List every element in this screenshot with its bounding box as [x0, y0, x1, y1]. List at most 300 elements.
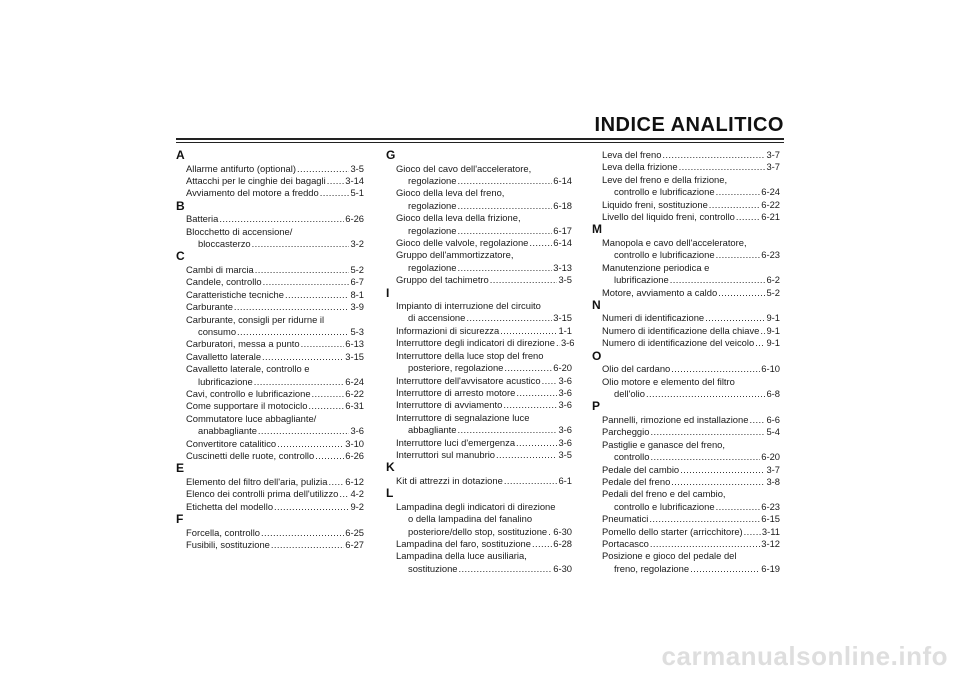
index-entry-text: Pedale del freno [602, 475, 671, 487]
index-entry-line [386, 300, 572, 312]
index-entry-text: Cambi di marcia [186, 263, 254, 275]
page-number: 5-1 [350, 187, 364, 199]
index-entry-line [592, 451, 780, 463]
page-number: 6-19 [761, 562, 780, 574]
index-entry [176, 187, 364, 199]
index-entry-text: Numero di identificazione del veicolo [602, 337, 755, 349]
index-entry [386, 212, 572, 237]
index-entry-line [592, 563, 780, 575]
dot-leader [328, 476, 344, 488]
index-entry-text: o della lampadina del fanalino [408, 513, 533, 525]
index-entry-text: Gioco della leva del freno, [396, 187, 505, 199]
dot-leader [320, 187, 350, 199]
index-entry [176, 450, 364, 462]
index-entry-text: Avviamento del motore a freddo [186, 187, 319, 199]
index-entry-line [176, 438, 364, 450]
dot-leader [255, 264, 350, 276]
dot-leader [736, 211, 760, 223]
index-entry-line [176, 501, 364, 513]
index-entry-line [386, 262, 572, 274]
index-entry-text: Interruttore di avviamento [396, 399, 503, 411]
index-entry-line [592, 174, 780, 186]
index-entry-line [592, 464, 780, 476]
index-entry [592, 161, 780, 173]
dot-leader [516, 437, 557, 449]
dot-leader [500, 325, 557, 337]
dot-leader [671, 363, 760, 375]
index-entry-line [176, 413, 364, 425]
dot-leader [744, 526, 761, 538]
index-entry-text: Liquido freni, sostituzione [602, 198, 708, 210]
index-entry-line [386, 475, 572, 487]
index-entry [176, 413, 364, 438]
index-entry-text: bloccasterzo [198, 238, 251, 250]
dot-leader [301, 338, 345, 350]
index-entry-text: Cuscinetti delle ruote, controllo [186, 450, 315, 462]
index-entry-line [176, 539, 364, 551]
index-entry-text: Interruttori sul manubrio [396, 448, 496, 460]
index-entry [386, 249, 572, 274]
page-title: INDICE ANALITICO [594, 114, 784, 136]
dot-leader [252, 238, 350, 250]
index-entry-line [176, 400, 364, 412]
index-entry-line [176, 213, 364, 225]
index-entry-text: Forcella, controllo [186, 526, 260, 538]
index-entry [176, 527, 364, 539]
index-entry [592, 426, 780, 438]
page-number: 4-2 [350, 488, 364, 500]
index-entry-text: Informazioni di sicurezza [396, 324, 500, 336]
index-entry-text: Lampadina della luce ausiliaria, [396, 550, 527, 562]
index-entry-text: Motore, avviamento a caldo [602, 286, 718, 298]
index-entry-text: Carburante [186, 301, 233, 313]
index-entry-line [386, 449, 572, 461]
dot-leader [548, 526, 552, 538]
index-entry-line [176, 276, 364, 288]
index-entry-line [176, 226, 364, 238]
index-entry [176, 438, 364, 450]
header-rule [176, 138, 784, 140]
index-entry-line [386, 412, 572, 424]
index-entry-line [386, 187, 572, 199]
page-number: 3-6 [558, 399, 572, 411]
index-column-3 [592, 149, 780, 575]
index-letter-heading: O [592, 348, 602, 363]
dot-leader [457, 200, 552, 212]
index-entry-text: lubrificazione [614, 274, 669, 286]
page-number: 6-30 [553, 562, 572, 574]
index-letter-heading: B [176, 198, 185, 213]
dot-leader [315, 450, 344, 462]
index-entry-text: Leve del freno e della frizione, [602, 173, 728, 185]
index-letter-heading: M [592, 222, 602, 237]
watermark: carmanualsonline.info [661, 641, 948, 671]
index-entry-line [592, 476, 780, 488]
dot-leader [237, 326, 349, 338]
page-number: 3-15 [345, 350, 364, 362]
index-entry [176, 400, 364, 412]
index-entry-line [592, 488, 780, 500]
index-entry-line [386, 312, 572, 324]
index-entry-line [176, 527, 364, 539]
index-entry-text: Numeri di identificazione [602, 312, 705, 324]
page-number: 6-17 [553, 224, 572, 236]
index-entry [176, 314, 364, 339]
index-entry-line [386, 538, 572, 550]
index-entry [386, 437, 572, 449]
page-number: 9-1 [766, 337, 780, 349]
index-entry-line [386, 387, 572, 399]
dot-leader [716, 249, 761, 261]
index-entry [592, 337, 780, 349]
dot-leader [650, 538, 760, 550]
page-number: 6-12 [345, 475, 364, 487]
index-entry-text: regolazione [408, 199, 457, 211]
index-entry-line [592, 186, 780, 198]
index-entry [176, 301, 364, 313]
dot-leader [457, 424, 557, 436]
dot-leader [718, 287, 765, 299]
dot-leader [760, 325, 765, 337]
index-entry-text: Pneumatici [602, 513, 649, 525]
index-entry-text: Livello del liquido freni, controllo [602, 211, 735, 223]
dot-leader [662, 149, 765, 161]
index-entry [176, 338, 364, 350]
index-letter-heading: N [592, 297, 601, 312]
page-number: 6-26 [345, 450, 364, 462]
page-number: 6-25 [345, 526, 364, 538]
index-entry [592, 513, 780, 525]
page-number: 3-7 [766, 463, 780, 475]
index-entry-text: Elemento del filtro dell'aria, pulizia [186, 475, 328, 487]
index-entry-text: Olio del cardano [602, 363, 671, 375]
index-entry [176, 226, 364, 251]
dot-leader [277, 438, 344, 450]
index-entry [176, 476, 364, 488]
index-entry-line [386, 501, 572, 513]
index-column-2 [386, 148, 575, 575]
dot-leader [459, 563, 553, 575]
index-entry-line [386, 362, 572, 374]
index-entry-text: Elenco dei controlli prima dell'utilizzo [186, 488, 339, 500]
index-entry-text: Attacchi per le cinghie dei bagagli [186, 174, 326, 186]
dot-leader [258, 425, 350, 437]
index-entry [386, 325, 572, 337]
index-entry-line [176, 376, 364, 388]
index-entry-text: Cavalletto laterale, controllo e [186, 363, 310, 375]
page-number: 3-10 [345, 437, 364, 449]
dot-leader [504, 475, 558, 487]
dot-leader [503, 399, 557, 411]
index-entry [386, 375, 572, 387]
page-number: 6-2 [766, 274, 780, 286]
index-entry [176, 351, 364, 363]
index-entry [386, 274, 572, 286]
header-rule-thin [176, 142, 784, 143]
index-entry [386, 475, 572, 487]
page-number: 5-2 [350, 263, 364, 275]
dot-leader [271, 539, 344, 551]
index-entry [386, 538, 572, 550]
index-entry [592, 312, 780, 324]
index-entry-line [386, 249, 572, 261]
dot-leader [650, 426, 765, 438]
index-letter-heading: A [176, 148, 185, 162]
index-entry-line [386, 424, 572, 436]
index-entry-text: regolazione [408, 261, 457, 273]
index-entry-text: Batteria [186, 213, 219, 225]
index-entry [176, 213, 364, 225]
index-entry [592, 550, 780, 575]
index-entry-line [176, 476, 364, 488]
page-number: 3-6 [560, 337, 575, 349]
page-number: 6-6 [766, 413, 780, 425]
dot-leader [263, 276, 350, 288]
index-entry-text: Gioco delle valvole, regolazione [396, 236, 529, 248]
page-number: 6-20 [553, 362, 572, 374]
index-entry-line [592, 249, 780, 261]
index-entry-line [592, 550, 780, 562]
dot-leader [490, 274, 558, 286]
index-entry-text: Leva della frizione [602, 161, 678, 173]
index-entry [592, 237, 780, 262]
dot-leader [679, 161, 766, 173]
index-entry-text: Come supportare il motociclo [186, 400, 308, 412]
index-entry [592, 464, 780, 476]
page-number: 6-22 [761, 198, 780, 210]
index-entry-text: Etichetta del modello [186, 500, 274, 512]
index-entry-line [386, 237, 572, 249]
page-number: 3-5 [558, 448, 572, 460]
index-entry [592, 262, 780, 287]
page-number: 6-10 [761, 363, 780, 375]
index-entry-text: posteriore, regolazione [408, 362, 504, 374]
dot-leader [457, 175, 552, 187]
index-entry-line [592, 376, 780, 388]
page-number: 3-5 [350, 162, 364, 174]
index-entry [592, 199, 780, 211]
page-number: 3-6 [350, 425, 364, 437]
page-number: 6-30 [553, 525, 572, 537]
page-number: 6-21 [761, 211, 780, 223]
index-entry-text: Gruppo dell'ammortizzatore, [396, 249, 514, 261]
index-entry-text: abbagliante [408, 424, 457, 436]
index-entry [592, 287, 780, 299]
index-entry-line [592, 513, 780, 525]
index-entry-text: Parcheggio [602, 426, 650, 438]
index-entry-line [592, 161, 780, 173]
dot-leader [646, 388, 765, 400]
index-entry [176, 175, 364, 187]
page-number: 3-6 [558, 436, 572, 448]
index-entry-text: posteriore/dello stop, sostituzione [408, 525, 548, 537]
index-entry-line [386, 375, 572, 387]
index-entry-line [386, 337, 575, 349]
page-number: 3-14 [345, 174, 364, 186]
index-entry-text: Pedale del cambio [602, 463, 680, 475]
index-entry [176, 501, 364, 513]
index-entry-text: Carburante, consigli per ridurne il [186, 313, 325, 325]
index-entry-line [176, 175, 364, 187]
index-entry-line [592, 538, 780, 550]
index-entry-line [176, 314, 364, 326]
index-entry-text: controllo e lubrificazione [614, 500, 715, 512]
index-entry-line [592, 237, 780, 249]
index-letter-heading: I [386, 285, 390, 300]
dot-leader [670, 274, 766, 286]
index-entry-text: anabbagliante [198, 425, 257, 437]
dot-leader [749, 414, 765, 426]
dot-leader [532, 538, 552, 550]
index-entry-text: Cavalletto laterale [186, 350, 262, 362]
index-entry-line [176, 488, 364, 500]
index-entry-text: Gruppo del tachimetro [396, 274, 489, 286]
page-number: 8-1 [350, 288, 364, 300]
dot-leader [308, 400, 344, 412]
index-entry [176, 163, 364, 175]
index-entry-line [176, 289, 364, 301]
index-entry-line [176, 363, 364, 375]
index-entry-line [176, 450, 364, 462]
index-entry-line [386, 175, 572, 187]
page-number: 3-6 [558, 424, 572, 436]
index-entry [386, 350, 572, 375]
index-entry-text: Portacasco [602, 537, 649, 549]
index-entry [386, 337, 575, 349]
dot-leader [671, 476, 765, 488]
index-entry-line [592, 414, 780, 426]
index-entry [592, 439, 780, 464]
index-entry-text: Candele, controllo [186, 276, 262, 288]
index-entry-line [592, 274, 780, 286]
index-entry-line [592, 363, 780, 375]
dot-leader [516, 387, 557, 399]
index-entry-text: controllo e lubrificazione [614, 186, 715, 198]
dot-leader [254, 376, 345, 388]
dot-leader [556, 337, 560, 349]
index-entry-text: Pannelli, rimozione ed installazione [602, 413, 749, 425]
page-number: 6-31 [345, 400, 364, 412]
index-entry-line [386, 200, 572, 212]
page-number: 9-1 [766, 312, 780, 324]
index-entry-line [592, 337, 780, 349]
index-entry-text: Olio motore e elemento del filtro [602, 375, 735, 387]
dot-leader [496, 449, 557, 461]
index-entry [592, 149, 780, 161]
page-number: 6-20 [761, 451, 780, 463]
index-entry [592, 376, 780, 401]
index-entry-line [176, 238, 364, 250]
page-number: 6-7 [350, 276, 364, 288]
index-entry [386, 300, 572, 325]
index-entry-text: Blocchetto di accensione/ [186, 225, 293, 237]
index-entry-line [386, 212, 572, 224]
dot-leader [297, 163, 349, 175]
dot-leader [327, 175, 345, 187]
page-number: 6-26 [345, 213, 364, 225]
index-entry [176, 388, 364, 400]
index-entry-line [592, 211, 780, 223]
page-number: 3-5 [558, 274, 572, 286]
index-entry [386, 501, 572, 538]
page-number: 6-15 [761, 513, 780, 525]
index-entry-line [176, 326, 364, 338]
page-number: 5-2 [766, 286, 780, 298]
dot-leader [542, 375, 558, 387]
dot-leader [466, 312, 552, 324]
index-entry-text: Interruttore luci d'emergenza [396, 436, 516, 448]
dot-leader [755, 337, 765, 349]
dot-leader [529, 237, 552, 249]
index-entry-line [386, 163, 572, 175]
index-entry-line [176, 351, 364, 363]
page-number: 6-23 [761, 249, 780, 261]
index-entry-line [592, 199, 780, 211]
index-entry-text: Pedali del freno e del cambio, [602, 488, 726, 500]
index-entry [386, 399, 572, 411]
page-number: 3-13 [553, 261, 572, 273]
page-number: 6-14 [553, 236, 572, 248]
dot-leader [457, 225, 552, 237]
dot-leader [262, 351, 344, 363]
index-entry-text: regolazione [408, 224, 457, 236]
index-entry-text: Lampadina degli indicatori di direzione [396, 500, 556, 512]
page-number: 3-2 [350, 238, 364, 250]
page-number: 6-27 [345, 539, 364, 551]
index-entry-text: sostituzione [408, 562, 458, 574]
index-entry-text: Gioco della leva della frizione, [396, 212, 521, 224]
index-entry-text: Manopola e cavo dell'acceleratore, [602, 236, 747, 248]
index-entry-line [176, 187, 364, 199]
page-number: 6-22 [345, 388, 364, 399]
dot-leader [504, 362, 552, 374]
index-entry-line [386, 437, 572, 449]
index-entry-line [386, 225, 572, 237]
index-entry-text: Kit di attrezzi in dotazione [396, 474, 503, 486]
index-entry-line [386, 350, 572, 362]
dot-leader [705, 312, 765, 324]
index-entry [176, 488, 364, 500]
dot-leader [709, 199, 760, 211]
index-entry-line [386, 550, 572, 562]
dot-leader [649, 513, 760, 525]
dot-leader [219, 213, 344, 225]
index-entry [176, 276, 364, 288]
index-entry-line [592, 149, 780, 161]
index-entry-text: Cavi, controllo e lubrificazione [186, 388, 311, 399]
page-number: 5-4 [766, 426, 780, 438]
index-entry-text: Pastiglie e ganasce del freno, [602, 438, 725, 450]
index-column-1 [176, 149, 364, 551]
index-entry [592, 174, 780, 199]
page-number: 6-24 [761, 186, 780, 198]
index-entry-line [592, 388, 780, 400]
index-entry-text: Interruttore dell'avvisatore acustico [396, 374, 541, 386]
index-entry-line [386, 399, 572, 411]
index-entry [592, 538, 780, 550]
index-entry [592, 488, 780, 513]
index-entry [592, 211, 780, 223]
dot-leader [261, 527, 344, 539]
index-letter-heading: K [386, 460, 395, 475]
index-entry-line [176, 163, 364, 175]
dot-leader [274, 501, 349, 513]
dot-leader [716, 501, 761, 513]
page-number: 6-14 [553, 174, 572, 186]
index-letter-heading: G [386, 148, 396, 162]
page-number: 1-1 [558, 324, 572, 336]
index-entry [592, 325, 780, 337]
